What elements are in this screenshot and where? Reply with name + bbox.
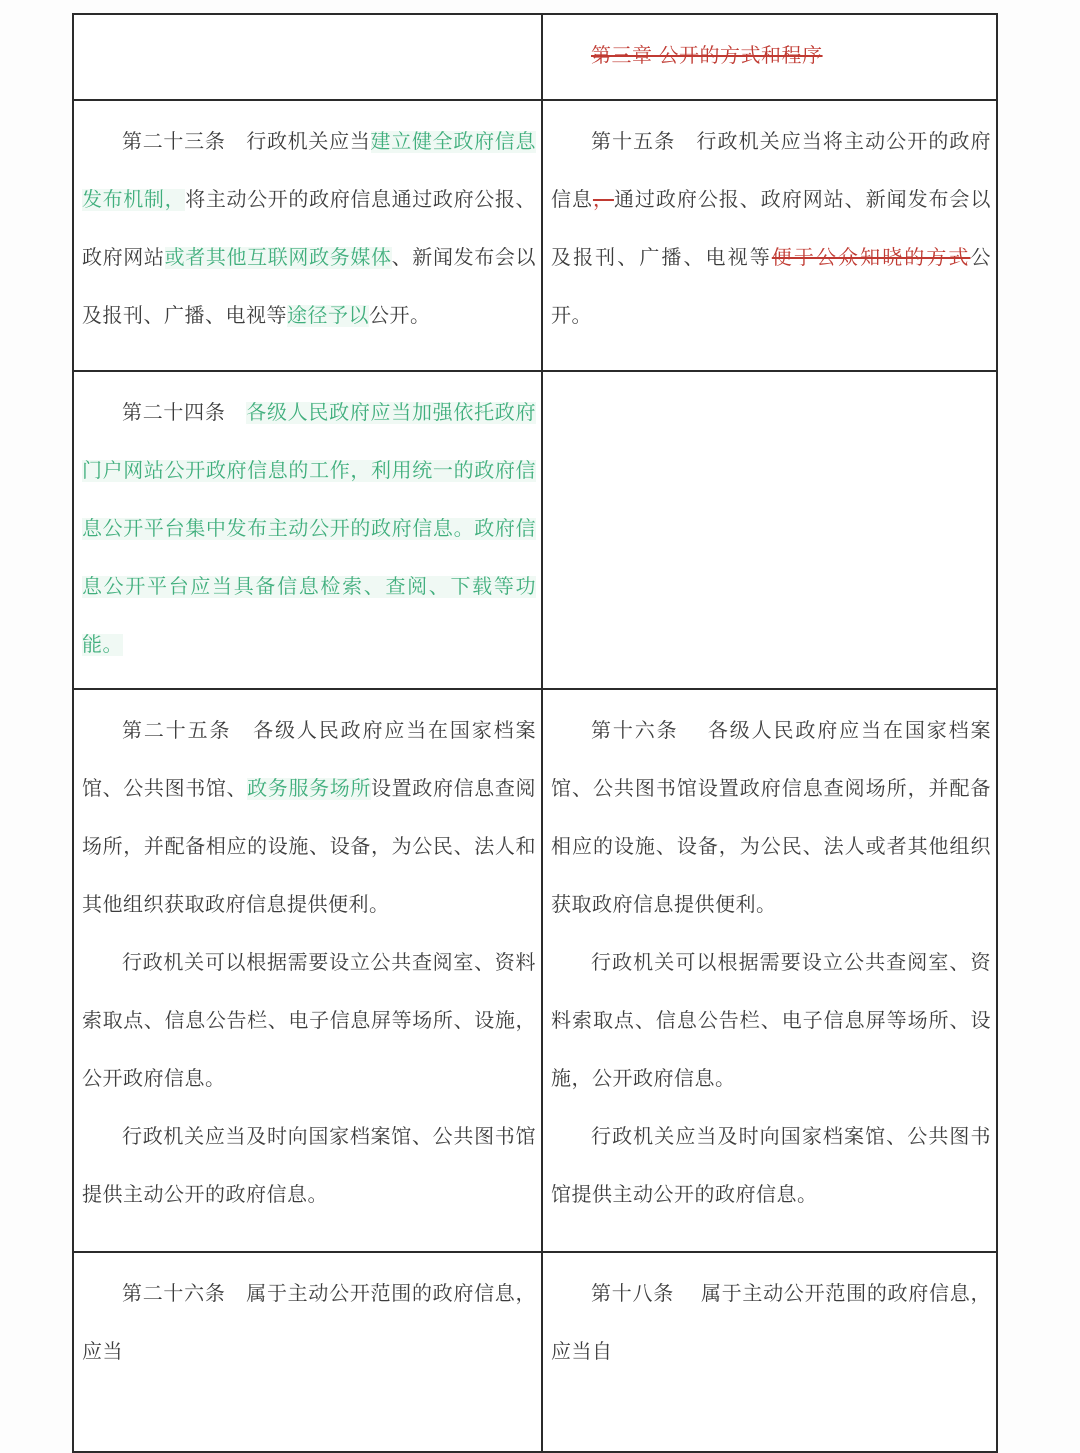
added-text: 途径予以 bbox=[287, 305, 369, 327]
paragraph bbox=[82, 702, 536, 934]
body-text: 第十六条 各级人民政府应当在国家档案馆、公共图书馆设置政府信息查阅场所，并配备相应的设施、设备，为公民、法人或者其他组织获取政府信息提供便利。 bbox=[551, 720, 991, 916]
old-version-cell bbox=[543, 1253, 996, 1451]
body-text: 第二十六条 属于主动公开范围的政府信息，应当 bbox=[82, 1283, 536, 1363]
body-text: 行政机关可以根据需要设立公共查阅室、资料索取点、信息公告栏、电子信息屏等场所、设施，公开政府信息。 bbox=[551, 952, 991, 1090]
old-version-cell bbox=[543, 15, 996, 99]
paragraph bbox=[551, 702, 991, 934]
body-text: 、新闻发布会以及报刊、广播、电视等 bbox=[82, 247, 537, 327]
old-version-cell bbox=[543, 101, 996, 370]
added-text: 或者其他互联网政务媒体 bbox=[164, 247, 392, 269]
body-text: 第二十三条 行政机关应当 bbox=[122, 131, 371, 153]
added-text: 建立健全政府信息发布机制， bbox=[82, 131, 537, 211]
paragraph bbox=[551, 1108, 991, 1224]
new-version-cell bbox=[74, 1253, 543, 1451]
added-text: 各级人民政府应当加强依托政府门户网站公开政府信息的工作，利用统一的政府信息公开平台集中发布主动公开的政府信息。政府信息公开平台应当具备信息检索、查阅、下载等功能。 bbox=[82, 402, 537, 656]
removed-text: 第三章 公开的方式和程序 bbox=[591, 45, 823, 67]
body-text: 第二十四条 bbox=[122, 402, 247, 424]
body-text: 第二十五条 各级人民政府应当在国家档案馆、公共图书馆、 bbox=[82, 720, 536, 800]
new-version-cell bbox=[74, 101, 543, 370]
paragraph bbox=[82, 113, 536, 345]
removed-text: ， bbox=[592, 189, 614, 211]
paragraph bbox=[82, 1265, 536, 1381]
body-text: 行政机关应当及时向国家档案馆、公共图书馆提供主动公开的政府信息。 bbox=[82, 1126, 536, 1206]
body-text: 设置政府信息查阅场所，并配备相应的设施、设备，为公民、法人和其他组织获取政府信息提供便利。 bbox=[82, 778, 537, 916]
paragraph bbox=[551, 934, 991, 1108]
paragraph bbox=[551, 1265, 991, 1381]
body-text: 第十八条 属于主动公开范围的政府信息，应当自 bbox=[551, 1283, 991, 1363]
table-row bbox=[74, 101, 996, 372]
added-text: 政务服务场所 bbox=[247, 778, 372, 800]
paragraph bbox=[82, 384, 536, 674]
old-version-cell bbox=[543, 690, 996, 1251]
paragraph bbox=[82, 1108, 536, 1224]
body-text: 行政机关可以根据需要设立公共查阅室、资料索取点、信息公告栏、电子信息屏等场所、设施，公开政府信息。 bbox=[82, 952, 536, 1090]
body-text: 通过政府公报、政府网站、新闻发布会以及报刊、广播、电视等 bbox=[551, 189, 992, 269]
comparison-table bbox=[72, 13, 998, 1453]
paragraph bbox=[82, 934, 536, 1108]
table-row bbox=[74, 15, 996, 101]
body-text: 第十五条 行政机关应当将主动公开的政府信息 bbox=[551, 131, 991, 211]
paragraph bbox=[551, 27, 991, 85]
body-text: 公开。 bbox=[551, 247, 992, 327]
new-version-cell bbox=[74, 15, 543, 99]
table-row bbox=[74, 1253, 996, 1453]
old-version-cell bbox=[543, 372, 996, 688]
body-text: 将主动公开的政府信息通过政府公报、政府网站 bbox=[82, 189, 537, 269]
removed-text: 便于公众知晓的方式 bbox=[771, 247, 971, 269]
new-version-cell bbox=[74, 690, 543, 1251]
new-version-cell bbox=[74, 372, 543, 688]
paragraph bbox=[551, 113, 991, 345]
body-text: 行政机关应当及时向国家档案馆、公共图书馆提供主动公开的政府信息。 bbox=[551, 1126, 991, 1206]
table-row bbox=[74, 372, 996, 690]
body-text: 公开。 bbox=[369, 305, 431, 327]
table-row bbox=[74, 690, 996, 1253]
